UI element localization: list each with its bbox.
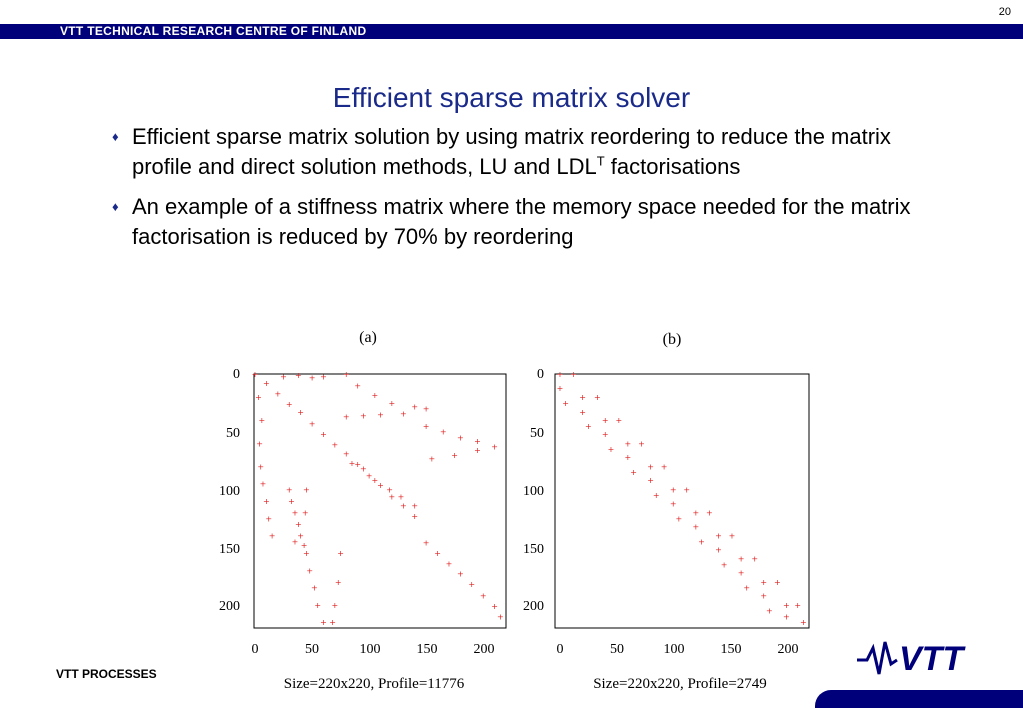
matrix-entry-mark: + <box>334 577 342 587</box>
matrix-entry-mark: + <box>397 492 405 502</box>
bullet-list <box>112 122 912 262</box>
matrix-entry-mark: + <box>728 531 736 541</box>
y-tick-label: 100 <box>523 484 544 499</box>
matrix-entry-mark: + <box>422 404 430 414</box>
matrix-entry-mark: + <box>295 520 302 530</box>
matrix-entry-mark: + <box>291 508 299 518</box>
y-tick-label: 0 <box>233 367 240 382</box>
matrix-entry-mark: + <box>660 462 668 472</box>
bullet-item <box>112 192 912 252</box>
matrix-entry-mark: + <box>302 548 310 558</box>
matrix-entry-mark: + <box>579 408 586 418</box>
matrix-entry-mark: + <box>601 430 609 440</box>
y-tick-label: 50 <box>530 426 544 441</box>
matrix-entry-mark: + <box>354 460 362 470</box>
matrix-entry-mark: + <box>320 618 327 628</box>
matrix-entry-mark: + <box>624 439 632 449</box>
matrix-entry-mark: + <box>302 485 310 495</box>
matrix-entry-mark: + <box>579 393 586 403</box>
matrix-entry-mark: + <box>320 372 327 382</box>
matrix-entry-mark: + <box>259 479 267 489</box>
x-tick-label: 100 <box>663 642 685 657</box>
matrix-entry-mark: + <box>496 612 504 622</box>
matrix-entry-mark: + <box>743 583 751 593</box>
matrix-entry-mark: + <box>251 370 259 379</box>
vtt-logo <box>855 634 979 678</box>
matrix-entry-mark: + <box>388 492 396 502</box>
matrix-entry-mark: + <box>342 370 350 379</box>
x-axis <box>557 642 799 657</box>
matrix-entry-mark: + <box>388 398 396 408</box>
matrix-entry-mark: + <box>715 531 722 541</box>
matrix-entry-mark: + <box>562 398 570 408</box>
matrix-entry-mark: + <box>593 393 601 403</box>
matrix-entry-mark: + <box>630 468 637 478</box>
header-org-name: VTT TECHNICAL RESEARCH CENTRE OF FINLAND <box>60 24 367 38</box>
matrix-entry-mark: + <box>669 485 677 495</box>
x-tick-label: 200 <box>473 642 495 657</box>
matrix-entry-mark: + <box>783 612 790 622</box>
y-tick-label: 200 <box>523 599 544 614</box>
bullet-text: An example of a stiffness matrix where the memory space needed for the matrix factorisation is reduced by 70% by reordering <box>132 194 911 249</box>
sparsity-plot-b <box>514 328 814 698</box>
matrix-entry-mark: + <box>371 390 379 400</box>
matrix-entry-mark: + <box>794 600 802 610</box>
superscript-t: T <box>596 153 605 169</box>
matrix-entry-mark: + <box>715 545 722 555</box>
matrix-entry-mark: + <box>268 531 276 541</box>
matrix-entry-mark: + <box>411 501 419 511</box>
matrix-entry-mark: + <box>624 453 632 463</box>
matrix-entry-mark: + <box>331 440 339 450</box>
matrix-entry-mark: + <box>457 569 464 579</box>
matrix-entry-mark: + <box>308 419 316 429</box>
y-tick-label: 150 <box>219 542 240 557</box>
matrix-entry-mark: + <box>300 540 308 550</box>
matrix-entry-mark: + <box>285 485 293 495</box>
matrix-entry-mark: + <box>457 433 464 443</box>
matrix-entry-mark: + <box>570 370 577 379</box>
matrix-entry-mark: + <box>301 508 309 518</box>
matrix-entry-mark: + <box>411 512 419 522</box>
y-tick-label: 0 <box>537 367 544 382</box>
matrix-entry-mark: + <box>601 416 609 426</box>
matrix-entry-mark: + <box>265 514 273 524</box>
matrix-entry-mark: + <box>491 602 498 612</box>
matrix-entry-mark: + <box>760 577 768 587</box>
matrix-entry-mark: + <box>760 591 768 601</box>
vtt-logo-text: VTT <box>899 640 964 678</box>
matrix-entry-mark: + <box>720 560 728 570</box>
matrix-entry-mark: + <box>556 370 564 379</box>
matrix-entry-mark: + <box>474 436 481 446</box>
matrix-entry-mark: + <box>652 491 660 501</box>
matrix-entry-mark: + <box>295 371 302 381</box>
matrix-entry-mark: + <box>399 501 407 511</box>
header-bar <box>0 24 1023 39</box>
matrix-entry-mark: + <box>451 450 459 460</box>
matrix-entry-mark: + <box>308 373 316 383</box>
matrix-entry-mark: + <box>280 372 287 382</box>
matrix-entry-mark: + <box>371 476 379 486</box>
matrix-entry-mark: + <box>331 600 339 610</box>
y-tick-label: 100 <box>219 484 240 499</box>
matrix-entry-mark: + <box>274 389 282 399</box>
matrix-entry-mark: + <box>647 476 654 486</box>
y-axis <box>219 367 240 614</box>
matrix-entry-mark: + <box>337 548 344 558</box>
matrix-entry-mark: + <box>491 442 498 452</box>
matrix-entry-mark: + <box>354 381 362 391</box>
matrix-entry-mark: + <box>360 464 367 474</box>
matrix-entry-mark: + <box>285 400 293 410</box>
matrix-entry-mark: + <box>706 508 713 518</box>
matrix-entry-mark: + <box>479 591 487 601</box>
matrix-entry-mark: + <box>297 408 304 418</box>
sparsity-plot-a-svg <box>214 328 514 698</box>
matrix-entry-mark: + <box>360 411 367 421</box>
matrix-entry-mark: + <box>306 566 314 576</box>
vtt-logo-wave <box>857 642 897 674</box>
matrix-entry-mark: + <box>799 618 807 628</box>
matrix-entry-mark: + <box>615 416 623 426</box>
matrix-entry-mark: + <box>257 462 265 472</box>
page-number: 20 <box>998 6 1011 18</box>
x-tick-label: 100 <box>359 642 381 657</box>
matrix-entry-mark: + <box>584 421 592 431</box>
matrix-entry-mark: + <box>348 458 356 468</box>
diamond-bullet-icon: ♦ <box>112 129 119 144</box>
matrix-entries <box>557 370 807 627</box>
slide-title: Efficient sparse matrix solver <box>332 82 691 113</box>
matrix-entry-mark: + <box>342 412 350 422</box>
matrix-entry-mark: + <box>434 548 441 558</box>
matrix-entry-mark: + <box>263 379 270 389</box>
matrix-entry-mark: + <box>422 421 430 431</box>
y-axis <box>523 367 544 614</box>
matrix-entry-mark: + <box>291 537 299 547</box>
matrix-entry-mark: + <box>638 439 645 449</box>
matrix-entry-mark: + <box>377 480 384 490</box>
matrix-entry-mark: + <box>783 600 790 610</box>
matrix-entry-mark: + <box>468 580 476 590</box>
matrix-entry-mark: + <box>263 497 270 506</box>
matrix-entry-mark: + <box>297 531 304 541</box>
matrix-entry-mark: + <box>669 499 677 509</box>
x-tick-label: 50 <box>610 642 624 657</box>
matrix-entries <box>252 370 504 627</box>
matrix-entry-mark: + <box>411 402 419 412</box>
matrix-entry-mark: + <box>737 568 745 578</box>
matrix-entry-mark: + <box>255 393 262 403</box>
footer-division-name: VTT PROCESSES <box>56 667 157 681</box>
matrix-entry-mark: + <box>675 514 683 524</box>
sparsity-plot-b-svg <box>514 328 814 698</box>
diamond-bullet-icon: ♦ <box>112 199 119 214</box>
matrix-entry-mark: + <box>258 416 266 426</box>
matrix-entry-mark: + <box>607 445 615 455</box>
plot-frame <box>555 374 809 628</box>
bullet-text: Efficient sparse matrix solution by using matrix reordering to reduce the matrix profile and direct solution methods, LU and LDL <box>132 124 891 179</box>
matrix-entry-mark: + <box>692 522 700 532</box>
matrix-entry-mark: + <box>428 454 436 464</box>
bullet-text-tail: factorisations <box>604 154 741 179</box>
x-tick-label: 50 <box>305 642 319 657</box>
matrix-entry-mark: + <box>556 383 564 393</box>
matrix-entry-mark: + <box>256 439 263 449</box>
footer-bar <box>815 690 1023 708</box>
matrix-entry-mark: + <box>314 600 322 610</box>
matrix-entry-mark: + <box>399 409 407 419</box>
matrix-entry-mark: + <box>647 462 654 472</box>
matrix-entry-mark: + <box>773 577 781 587</box>
bullet-item <box>112 122 912 182</box>
matrix-entry-mark: + <box>320 430 327 440</box>
y-tick-label: 150 <box>523 542 544 557</box>
matrix-entry-mark: + <box>445 559 453 569</box>
matrix-entry-mark: + <box>422 538 430 548</box>
matrix-entry-mark: + <box>692 508 700 518</box>
x-tick-label: 200 <box>777 642 799 657</box>
matrix-entry-mark: + <box>342 449 350 459</box>
matrix-entry-mark: + <box>365 471 373 481</box>
y-tick-label: 200 <box>219 599 240 614</box>
y-tick-label: 50 <box>226 426 240 441</box>
matrix-entry-mark: + <box>386 485 393 495</box>
plot-caption-a: Size=220x220, Profile=11776 <box>283 676 465 692</box>
matrix-entry-mark: + <box>751 554 759 564</box>
matrix-entry-mark: + <box>737 554 745 564</box>
panel-label-b: (b) <box>662 331 682 348</box>
x-axis <box>252 642 495 657</box>
matrix-entry-mark: + <box>439 427 447 437</box>
panel-label-a: (a) <box>359 329 377 346</box>
plot-caption-b: Size=220x220, Profile=2749 <box>593 676 767 692</box>
x-tick-label: 0 <box>251 642 259 657</box>
matrix-entry-mark: + <box>329 618 336 628</box>
x-tick-label: 150 <box>416 642 438 657</box>
matrix-entry-mark: + <box>766 606 773 616</box>
x-tick-label: 0 <box>556 642 564 657</box>
matrix-entry-mark: + <box>683 485 691 495</box>
matrix-entry-mark: + <box>698 537 705 547</box>
sparsity-plot-a <box>214 328 514 698</box>
matrix-entry-mark: + <box>377 410 384 420</box>
matrix-entry-mark: + <box>474 446 481 456</box>
x-tick-label: 150 <box>720 642 742 657</box>
matrix-entry-mark: + <box>310 583 318 593</box>
matrix-entry-mark: + <box>288 497 295 506</box>
